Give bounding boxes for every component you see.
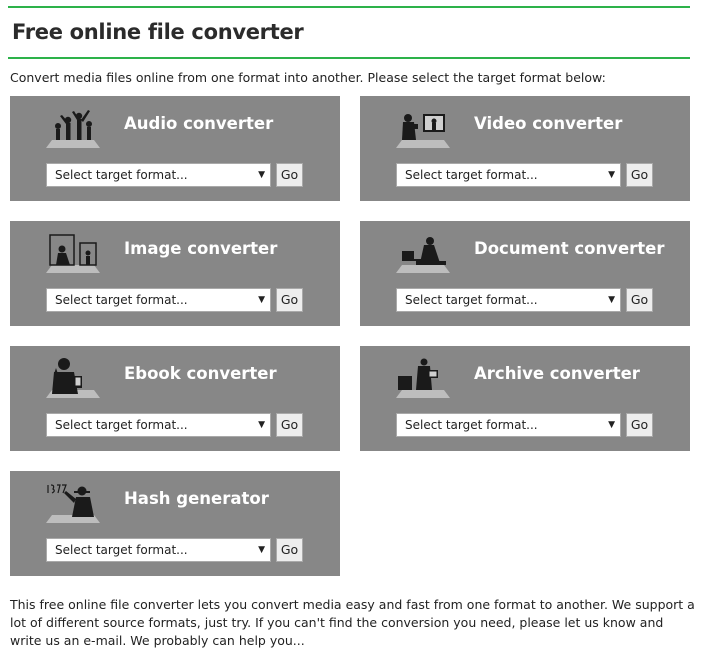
header-top-rule xyxy=(8,6,690,8)
dropdown-arrow-icon: ▼ xyxy=(608,295,615,305)
ebook-converter-box xyxy=(10,346,340,451)
dropdown-arrow-icon: ▼ xyxy=(258,170,265,180)
image-converter-box xyxy=(10,221,340,326)
outro-text: This free online file converter lets you convert media easy and fast from one format to another. We support a lot of different source formats, just try. If you can't find the conversion you need, please let us know and write us an e-mail. We probably can help you... xyxy=(10,597,695,648)
image-silhouette-icon xyxy=(44,229,102,277)
select-value: Select target format... xyxy=(405,293,538,307)
video-converter-box xyxy=(360,96,690,201)
box-title: Image converter xyxy=(124,239,278,258)
target-format-select[interactable] xyxy=(396,163,621,187)
intro-text: Convert media files online from one format into another. Please select the target format below: xyxy=(10,70,606,85)
select-value: Select target format... xyxy=(55,543,188,557)
go-button[interactable]: Go xyxy=(626,288,653,312)
page-title: Free online file converter xyxy=(12,20,304,44)
select-value: Select target format... xyxy=(55,293,188,307)
select-value: Select target format... xyxy=(55,418,188,432)
archive-converter-box xyxy=(360,346,690,451)
go-button[interactable]: Go xyxy=(626,163,653,187)
target-format-select[interactable] xyxy=(46,413,271,437)
go-button[interactable]: Go xyxy=(276,163,303,187)
box-title: Document converter xyxy=(474,239,665,258)
document-converter-box xyxy=(360,221,690,326)
ebook-silhouette-icon xyxy=(44,354,102,402)
header-bottom-rule xyxy=(8,57,690,59)
target-format-select[interactable] xyxy=(46,288,271,312)
dropdown-arrow-icon: ▼ xyxy=(258,545,265,555)
dropdown-arrow-icon: ▼ xyxy=(258,420,265,430)
box-title: Hash generator xyxy=(124,489,269,508)
document-silhouette-icon xyxy=(394,229,452,277)
audio-silhouette-icon xyxy=(44,104,102,152)
archive-silhouette-icon xyxy=(394,354,452,402)
target-format-select[interactable] xyxy=(396,288,621,312)
go-button[interactable]: Go xyxy=(276,413,303,437)
target-format-select[interactable] xyxy=(396,413,621,437)
box-title: Audio converter xyxy=(124,114,274,133)
go-button[interactable]: Go xyxy=(276,538,303,562)
box-title: Archive converter xyxy=(474,364,640,383)
go-button[interactable]: Go xyxy=(276,288,303,312)
select-value: Select target format... xyxy=(55,168,188,182)
go-button[interactable]: Go xyxy=(626,413,653,437)
target-format-select[interactable] xyxy=(46,163,271,187)
dropdown-arrow-icon: ▼ xyxy=(608,420,615,430)
video-silhouette-icon xyxy=(394,104,452,152)
dropdown-arrow-icon: ▼ xyxy=(608,170,615,180)
target-format-select[interactable] xyxy=(46,538,271,562)
audio-converter-box xyxy=(10,96,340,201)
hash-generator-box xyxy=(10,471,340,576)
dropdown-arrow-icon: ▼ xyxy=(258,295,265,305)
hash-silhouette-icon xyxy=(44,479,102,527)
select-value: Select target format... xyxy=(405,168,538,182)
box-title: Video converter xyxy=(474,114,623,133)
box-title: Ebook converter xyxy=(124,364,277,383)
select-value: Select target format... xyxy=(405,418,538,432)
